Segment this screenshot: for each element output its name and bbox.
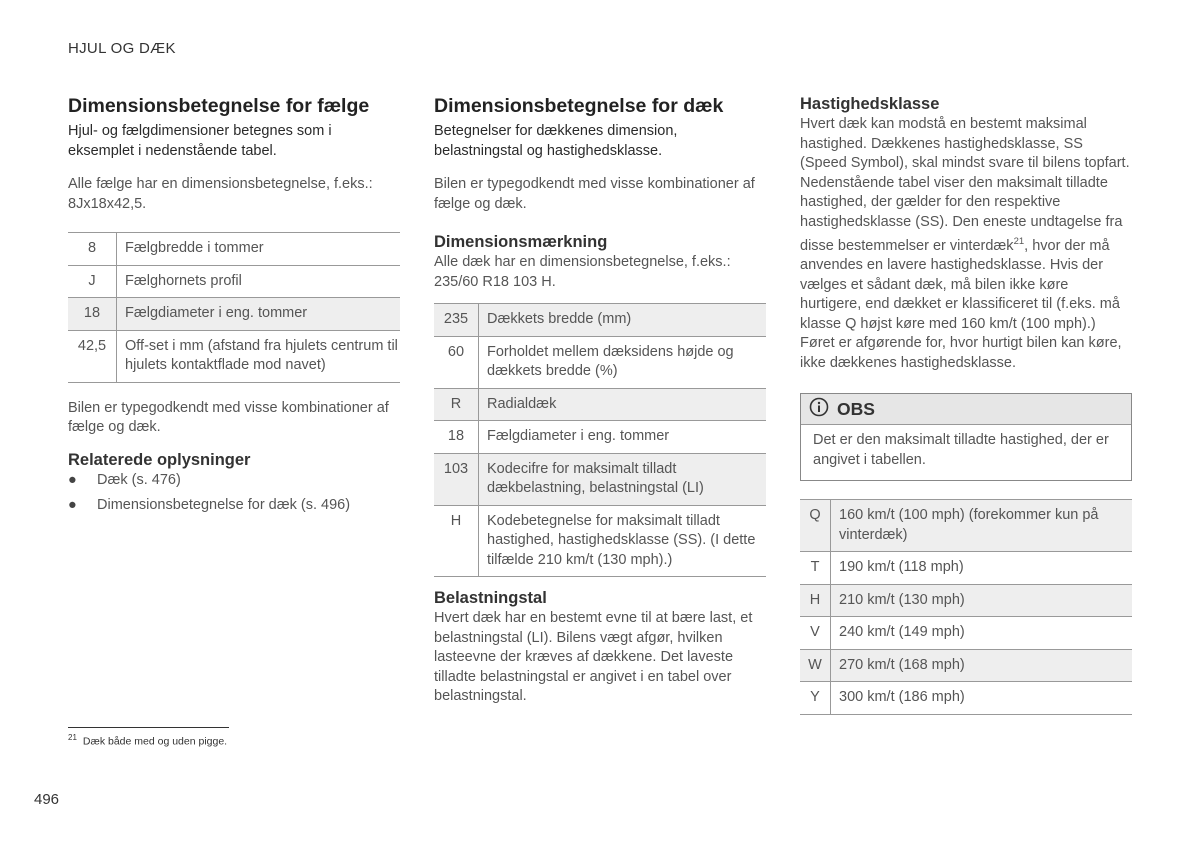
tire-dimension-table	[434, 303, 766, 577]
table-value: Fælghornets profil	[125, 272, 242, 289]
related-link[interactable]	[68, 471, 400, 491]
table-row	[68, 265, 400, 298]
dimension-marking-text: Alle dæk har en dimensionsbetegnelse, f.eks.: 235/60 R18 103 H.	[434, 254, 731, 290]
tire-dimension-title: Dimensionsbetegnelse for dæk	[434, 95, 724, 117]
table-key: Y	[800, 682, 831, 715]
table-value: 300 km/t (186 mph)	[839, 689, 965, 706]
speed-class-table	[800, 499, 1132, 715]
table-row	[68, 298, 400, 331]
bullet-icon: ●	[68, 497, 77, 513]
table-value: Radialdæk	[487, 395, 557, 412]
table-row	[800, 552, 1132, 585]
table-value: Fælgbredde i tommer	[125, 240, 264, 256]
section-header: HJUL OG DÆK	[68, 40, 176, 57]
footnote-number: 21	[68, 733, 77, 742]
speed-class-column	[800, 94, 1132, 715]
table-row	[434, 336, 766, 388]
table-key: T	[800, 552, 831, 585]
dimension-marking-title: Dimensionsmærkning	[434, 233, 608, 251]
related-link[interactable]	[68, 496, 400, 516]
table-row	[800, 500, 1132, 552]
tire-type-approval-text: Bilen er typegodkendt med visse kombinationer af fælge og dæk.	[434, 176, 755, 212]
table-key: 8	[68, 233, 117, 266]
table-value: 270 km/t (168 mph)	[839, 656, 965, 673]
table-key: H	[434, 505, 479, 577]
related-info-title: Relaterede oplysninger	[68, 450, 251, 469]
table-key: 103	[434, 453, 479, 505]
info-icon	[809, 397, 829, 422]
footnote-divider	[68, 727, 229, 728]
load-index-title: Belastningstal	[434, 589, 547, 607]
rim-dimension-table	[68, 232, 400, 383]
related-link-label: Dæk (s. 476)	[97, 471, 181, 488]
tire-dimension-column	[434, 94, 766, 707]
table-key: 60	[434, 336, 479, 388]
table-value: 210 km/t (130 mph)	[839, 591, 965, 608]
table-key: 18	[434, 421, 479, 454]
obs-title: OBS	[837, 398, 875, 419]
footnote-text: Dæk både med og uden pigge.	[82, 735, 228, 748]
footnote	[68, 733, 227, 748]
table-key: 18	[68, 298, 117, 331]
table-row	[800, 682, 1132, 715]
related-link-label: Dimensionsbetegnelse for dæk (s. 496)	[97, 497, 351, 513]
rim-dimension-title: Dimensionsbetegnelse for fælge	[68, 95, 370, 117]
tire-dimension-intro: Betegnelser for dækkenes dimension, belastningstal og hastighedsklasse.	[434, 123, 678, 159]
obs-text: Det er den maksimalt tilladte hastighed, der er angivet i tabellen.	[813, 432, 1109, 468]
obs-notice	[800, 393, 1132, 481]
table-row	[800, 617, 1132, 650]
table-row	[68, 330, 400, 382]
speed-class-title: Hastighedsklasse	[800, 95, 940, 113]
table-value: Off-set i mm (afstand fra hjulets centrum til hjulets kontaktflade mod navet)	[125, 337, 398, 373]
table-value: Fælgdiameter i eng. tommer	[487, 428, 670, 444]
table-value: 190 km/t (118 mph)	[839, 559, 964, 576]
table-key: 42,5	[68, 330, 117, 382]
table-key: J	[68, 265, 117, 298]
table-value: Forholdet mellem dæksidens højde og dækkets bredde (%)	[487, 343, 734, 379]
table-value: Dækkets bredde (mm)	[487, 311, 632, 327]
table-value: Kodecifre for maksimalt tilladt dækbelastning, belastningstal (LI)	[487, 460, 704, 496]
table-row	[434, 388, 766, 421]
table-value: Kodebetegnelse for maksimalt tilladt hastighed, hastighedsklasse (SS). (I dette tilfælde 210 km/t (130 mph).)	[487, 512, 756, 568]
speed-class-text: Hvert dæk kan modstå en bestemt maksimal hastighed. Dækkenes hastighedsklasse, SS (Speed Symbol), skal mindst svare til bilens topfart. Nedenstående tabel viser den maksimalt tilladte hastighed, der gælder for den respektive hastighedsklasse (SS). Den eneste undtagelse fra disse bestemmelser er vinterdæk$^{21}$, hvor der må anvendes en lavere hastighedsklasse. Hvis der vælges et sådant dæk, må bilen ikke køre hurtigere, end dækket er klassificeret til (f.eks. må klasse Q højst køre med 160 km/t (100 mph).) Føret er afgørende for, hvor hurtigt bilen kan køre, ikke dækkenes hastighedsklasse.	[800, 116, 1130, 371]
table-row	[434, 304, 766, 337]
table-key: R	[434, 388, 479, 421]
table-row	[800, 584, 1132, 617]
rim-dimension-intro: Hjul- og fælgdimensioner betegnes som i eksemplet i nedenstående tabel.	[68, 123, 332, 159]
table-row	[800, 649, 1132, 682]
table-key: W	[800, 649, 831, 682]
table-value: Fælgdiameter i eng. tommer	[125, 305, 308, 321]
rim-dimension-column	[68, 94, 400, 522]
related-info-list	[68, 471, 400, 516]
table-row	[434, 505, 766, 577]
rim-dimension-paragraph: Alle fælge har en dimensionsbetegnelse, f.eks.: 8Jx18x42,5.	[68, 176, 373, 212]
table-row	[68, 233, 400, 266]
obs-header	[801, 394, 1131, 425]
footnote-reference: 21	[1013, 236, 1025, 247]
table-key: 235	[434, 304, 479, 337]
table-key: Q	[800, 500, 831, 552]
table-key: V	[800, 617, 831, 650]
table-value: 160 km/t (100 mph) (forekommer kun på vinterdæk)	[839, 507, 1099, 543]
bullet-icon: ●	[68, 471, 77, 488]
table-row	[434, 421, 766, 454]
rim-type-approval-text: Bilen er typegodkendt med visse kombinationer af fælge og dæk.	[68, 399, 389, 435]
table-row	[434, 453, 766, 505]
table-value: 240 km/t (149 mph)	[839, 624, 965, 641]
load-index-text: Hvert dæk har en bestemt evne til at bære last, et belastningstal (LI). Bilens vægt afgør, hvilken lasteevne der kræves af dækkene. Det laveste tilladte belastningstal er angivet i en tabel over belastningstal.	[434, 610, 753, 704]
page-number: 496	[34, 791, 60, 808]
table-key: H	[800, 584, 831, 617]
